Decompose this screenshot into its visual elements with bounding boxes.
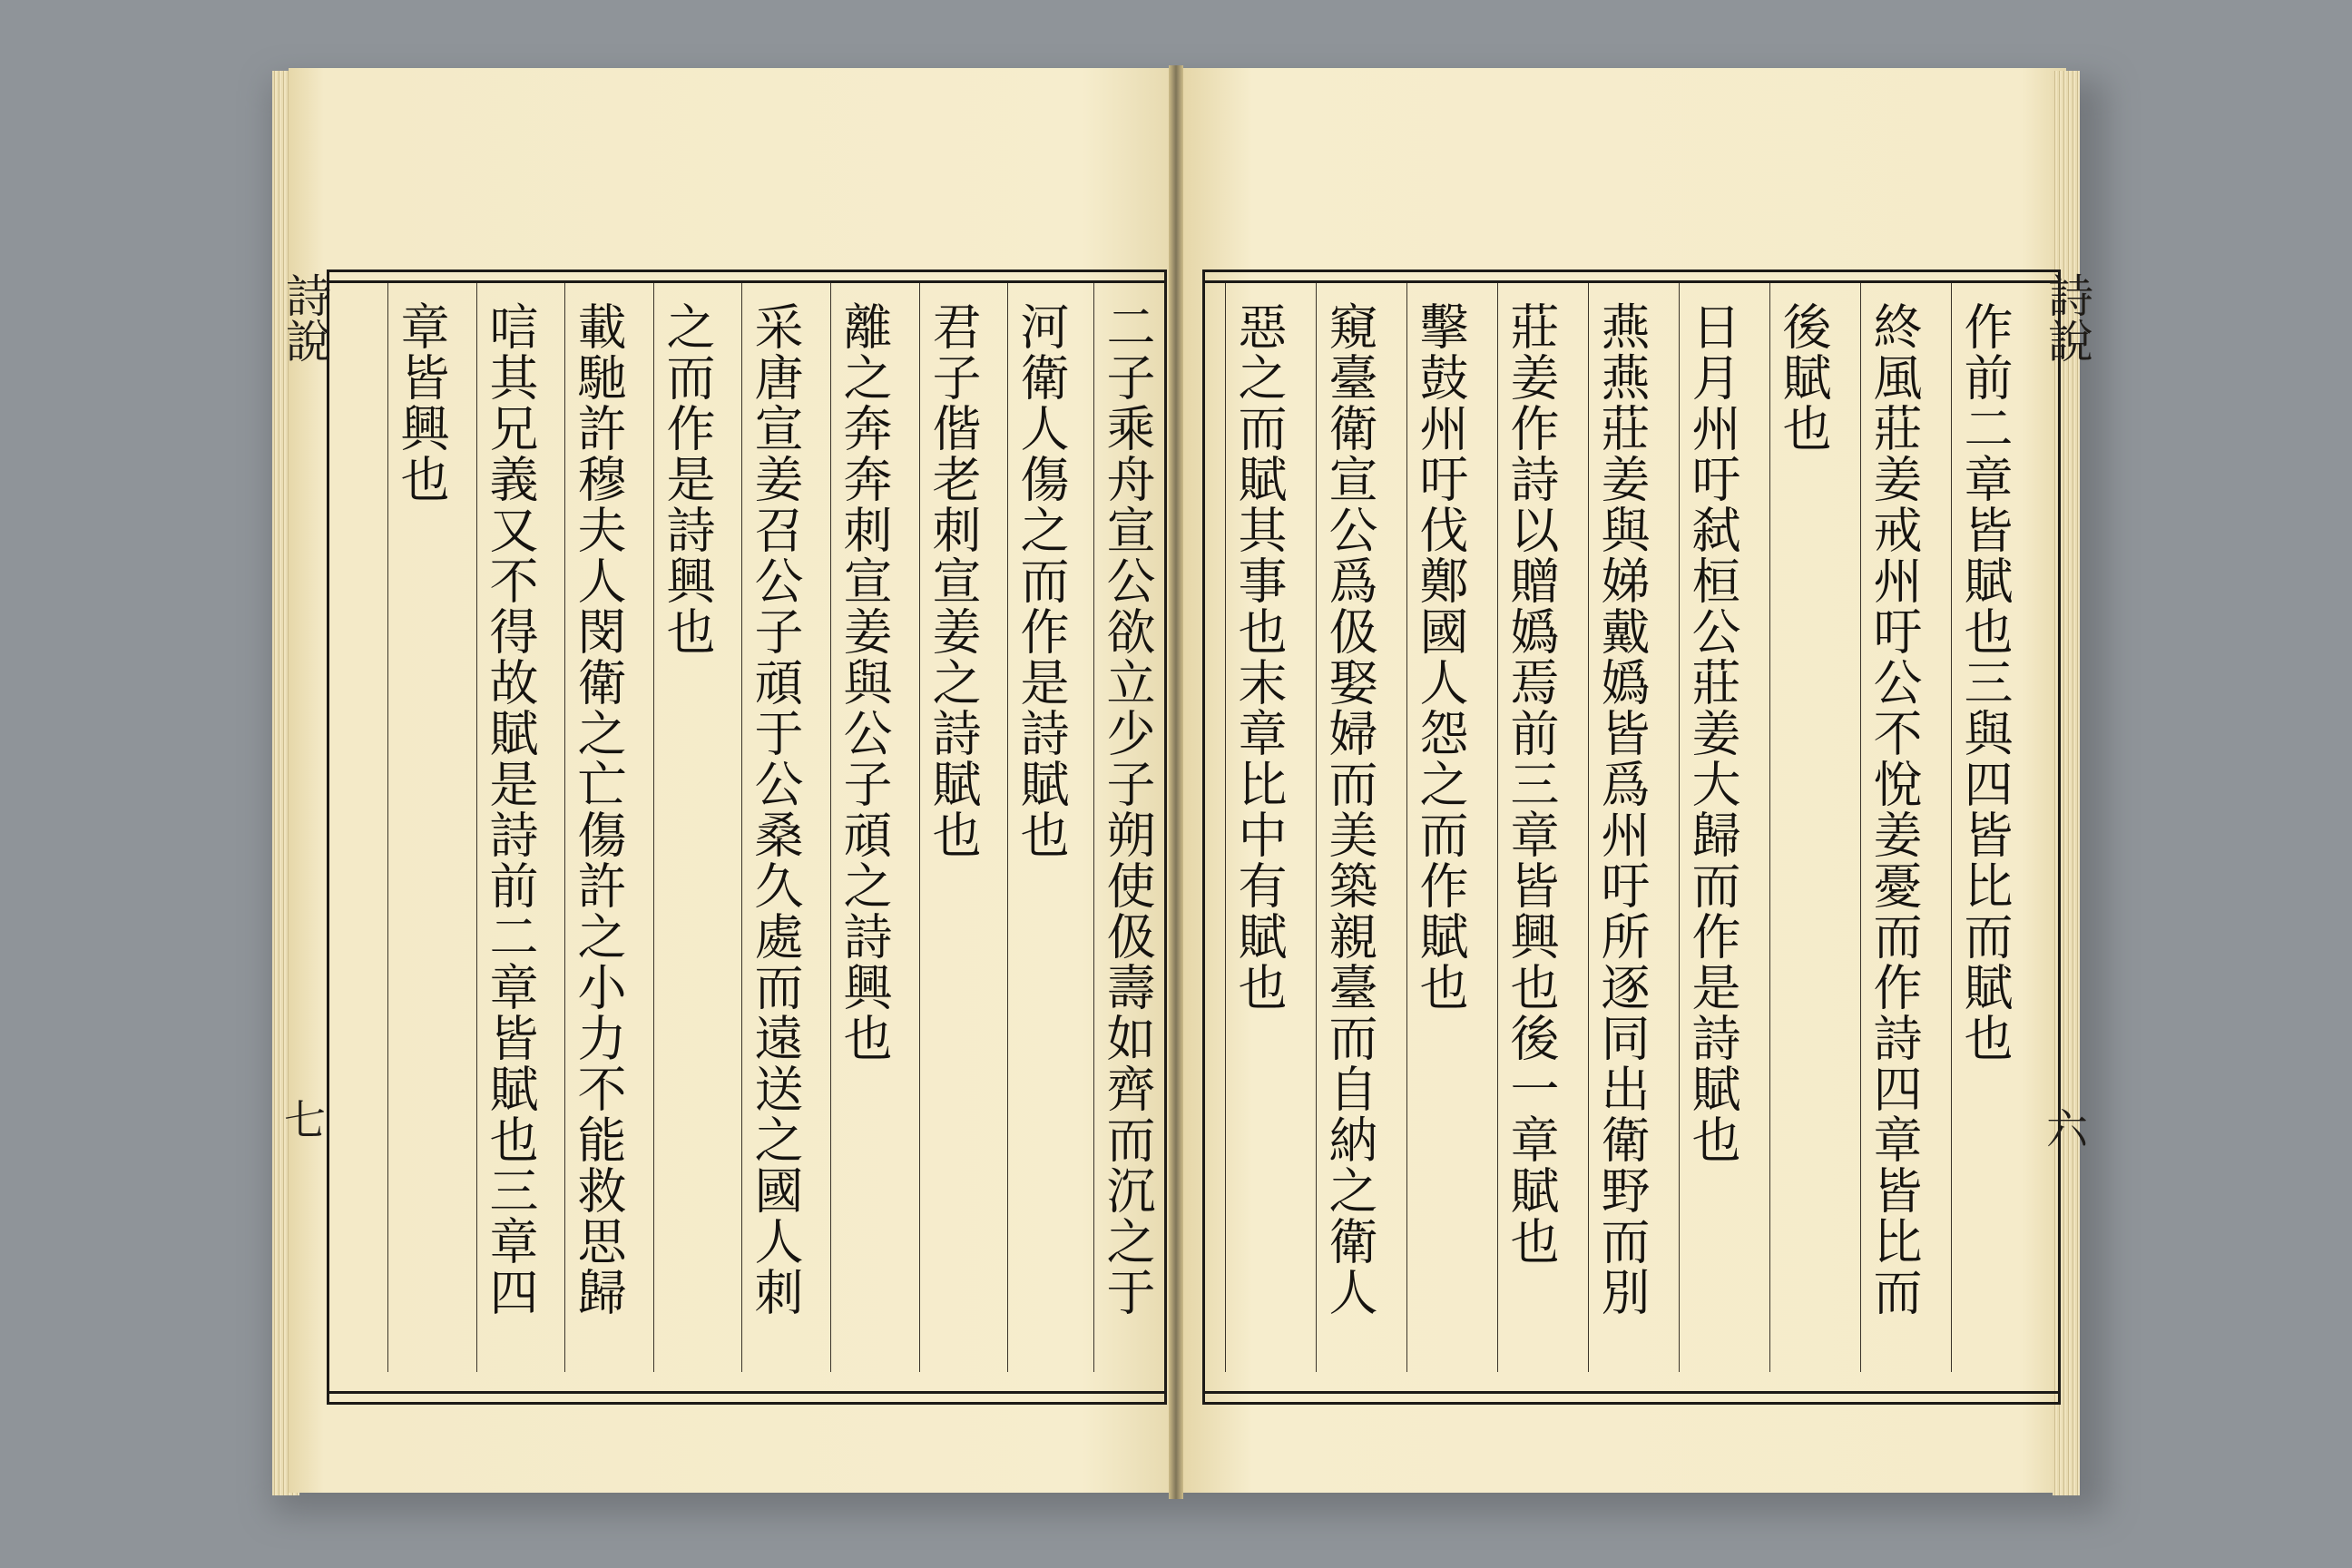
text-column [1225,283,1290,1372]
right-margin-title: 詩說 [2041,272,2093,363]
column-text: 載馳許穆夫人閔衛之亡傷許之小力不能救思歸 [570,301,627,1318]
book-gutter [1169,65,1183,1499]
column-text: 窺臺衛宣公爲伋娶婦而美築親臺而自納之衛人 [1321,301,1378,1318]
text-column [1860,283,1926,1372]
right-fold-strip [2025,263,2093,1402]
column-text: 河衛人傷之而作是詩賦也 [1013,301,1070,860]
column-text: 章皆興也 [393,301,450,505]
text-column [653,283,719,1372]
column-text: 終風莊姜戒州吁公不悅姜憂而作詩四章皆比而 [1866,301,1923,1318]
column-text: 作前二章皆賦也三與四皆比而賦也 [1956,301,2014,1063]
text-column [564,283,630,1372]
left-fold-strip [263,263,331,1402]
column-text: 二子乘舟宣公欲立少子朔使伋壽如齊而沉之于 [1099,301,1156,1318]
column-text: 燕燕莊姜與娣戴嬀皆爲州吁所逐同出衛野而別 [1593,301,1651,1318]
text-column [1588,283,1653,1372]
text-column [1316,283,1381,1372]
text-column [1497,283,1563,1372]
column-text: 惡之而賦其事也末章比中有賦也 [1230,301,1288,1013]
right-page-number: 六 [2040,1107,2089,1149]
text-column [1951,283,2016,1372]
frame-rule [329,1391,1164,1394]
text-column [387,283,453,1372]
left-page-number: 七 [278,1098,327,1140]
text-column [1769,283,1835,1372]
column-text: 莊姜作詩以贈嬀焉前三章皆興也後一章賦也 [1503,301,1560,1267]
left-margin-title: 詩說 [279,272,331,363]
text-column [476,283,542,1372]
column-text: 離之奔奔刺宣姜與公子頑之詩興也 [836,301,893,1063]
column-text: 擊鼓州吁伐鄭國人怨之而作賦也 [1412,301,1469,1013]
column-text: 日月州吁弑桓公莊姜大歸而作是詩賦也 [1684,301,1741,1165]
text-column [741,283,807,1372]
text-column [919,283,985,1372]
text-column [1406,283,1472,1372]
frame-rule [1205,1391,2058,1394]
text-column [1679,283,1744,1372]
text-column [1007,283,1073,1372]
column-text: 君子偕老刺宣姜之詩賦也 [925,301,982,860]
text-column [1093,283,1159,1372]
column-text: 之而作是詩興也 [659,301,716,657]
column-text: 唁其兄義又不得故賦是詩前二章皆賦也三章四 [482,301,539,1318]
column-text: 采唐宣姜召公子頑于公桑久處而遠送之國人刺 [747,301,804,1318]
text-column [830,283,896,1372]
column-text: 後賦也 [1775,301,1832,454]
